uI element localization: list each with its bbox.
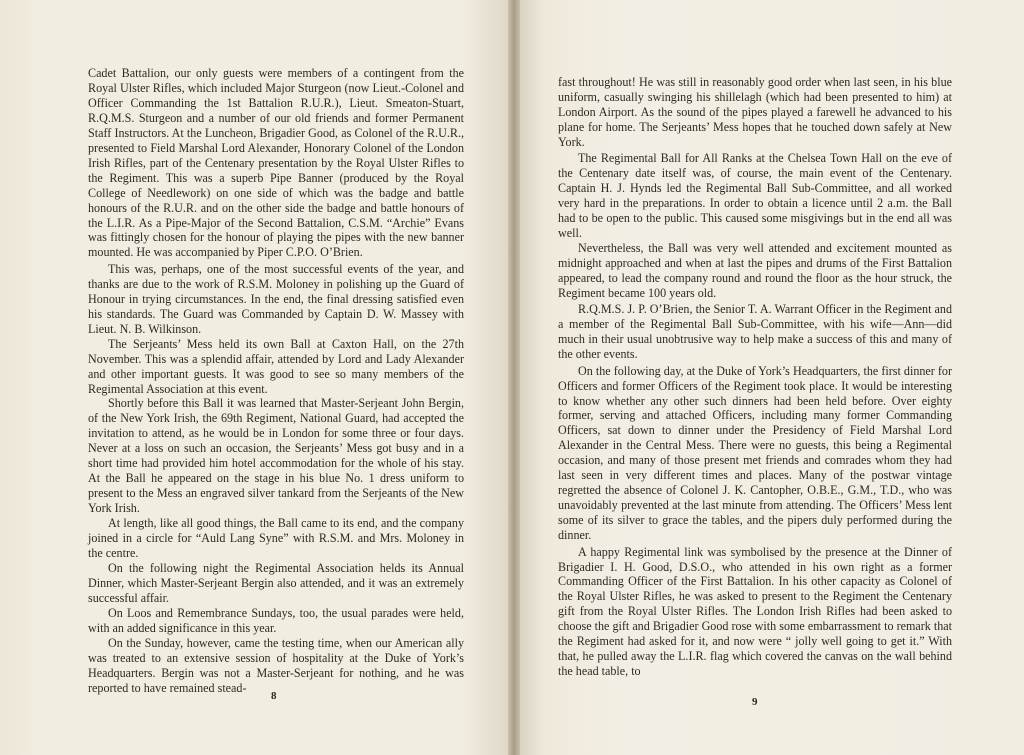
paragraph: The Serjeants’ Mess held its own Ball at Caxton Hall, on the 27th November. This was a splendid affair, attended by Lord and Lady Alexander and other important guests. It was good to see so many members of the Regimental Association at this event.	[88, 336, 464, 396]
paragraph: A happy Regimental link was symbolised by the presence at the Dinner of Brigadier I. H. Good, D.S.O., who attended in his own right as a former Commanding Officer of the First Battalion. In his other capacity as Colonel of the Royal Ulster Rifles, he was asked to present to the Regiment the Centenary gift from the Royal Ulster Rifles. The London Irish Rifles had been asked to choose the gift and Brigadier Good rose with some embarrassment to remark that the Regiment had asked for it, and now were “ jolly well going to get it.” With that, he pulled away the L.I.R. flag which covered the canvas on the wall behind the head table, to	[558, 544, 952, 679]
paragraph: On the following night the Regimental Association helds its Annual Dinner, which Master-Serjeant Bergin also attended, and it was an extremely successful affair.	[88, 560, 464, 605]
paragraph: This was, perhaps, one of the most successful events of the year, and thanks are due to the work of R.S.M. Moloney in polishing up the Guard of Honour in trying circumstances. In the end, the final dressing satisfied even his standards. The Guard was Commanded by Captain D. W. Massey with Lieut. N. B. Wilkinson.	[88, 261, 464, 336]
right-page-text	[558, 75, 952, 679]
paragraph: R.Q.M.S. J. P. O’Brien, the Senior T. A. Warrant Officer in the Regiment and a member of the Regimental Ball Sub-Committee, with his wife—Ann—did much in their usual unobtrusive way to help make a success of this and many of the other events.	[558, 302, 952, 362]
right-page	[514, 0, 1024, 755]
paragraph: fast throughout! He was still in reasonably good order when last seen, in his blue uniform, casually swinging his shillelagh (which had been presented to him) at London Airport. As the sound of the pipes played a farewell he advanced to his plane for home. The Serjeants’ Mess hopes that he touched down safely at New York.	[558, 75, 952, 149]
book-gutter	[508, 0, 520, 755]
paragraph: Shortly before this Ball it was learned that Master-Serjeant John Bergin, of the New York Irish, the 69th Regiment, National Guard, had accepted the invitation to attend, as he would be in London for some three or four days. Never at a loss on such an occasion, the Serjeants’ Mess got busy and in a short time had provided him hotel accommodation for the whole of his stay. At the Ball he appeared on the stage in his blue No. 1 dress uniform to present to the Mess an engraved silver tankard from the Serjeants of the New York Irish.	[88, 396, 464, 516]
paragraph: At length, like all good things, the Ball came to its end, and the company joined in a circle for “Auld Lang Syne” with R.S.M. and Mrs. Moloney in the centre.	[88, 516, 464, 560]
paragraph: Nevertheless, the Ball was very well attended and excitement mounted as midnight approached and when at last the pipes and drums of the First Battalion appeared, to lead the company round and round the floor as the hour struck, the Regiment became 100 years old.	[558, 240, 952, 300]
paragraph: The Regimental Ball for All Ranks at the Chelsea Town Hall on the eve of the Centenary date itself was, of course, the main event of the Centenary. Captain H. J. Hynds led the Regimental Ball Sub-Committee, and all worked very hard in the preparations. In order to obtain a licence until 2 a.m. the Ball had to be open to the public. This caused some misgivings but in the end all was well.	[558, 151, 952, 241]
left-page-text	[88, 66, 464, 696]
paragraph: On Loos and Remembrance Sundays, too, the usual parades were held, with an added significance in this year.	[88, 605, 464, 635]
page-number-left: 8	[271, 690, 277, 702]
paragraph: On the following day, at the Duke of York’s Headquarters, the first dinner for Officers and former Officers of the Regiment took place. It would be interesting to know whether any other such dinners had been held before. Over eighty former, serving and attached Officers, including many former Commanding Officers, sat down to dinner under the Presidency of Field Marshal Lord Alexander in the Central Mess. There were no guests, this being a Regimental occasion, and many of those present met friends and comrades whom they had last seen in very different times and places. Many of the postwar vintage regretted the absence of Colonel J. K. Cantopher, O.B.E., G.M., T.D., who was unavoidably prevented at the last minute from attending. The Officers’ Mess lent some of its silver to grace the tables, and the pipers duly performed during the dinner.	[558, 363, 952, 543]
paragraph: On the Sunday, however, came the testing time, when our American ally was treated to an extensive session of hospitality at the Duke of York’s Headquarters. Bergin was not a Master-Serjeant for nothing, and he was reported to have remained stead-	[88, 635, 464, 695]
page-number-right: 9	[752, 696, 758, 708]
paragraph: Cadet Battalion, our only guests were members of a contingent from the Royal Ulster Rifles, which included Major Sturgeon (now Lieut.-Colonel and Officer Commanding the 1st Battalion R.U.R.), Lieut. Smeaton-Stuart, R.Q.M.S. Sturgeon and a number of our old friends and former Permanent Staff Instructors. At the Luncheon, Brigadier Good, as Colonel of the R.U.R., presented to Field Marshal Lord Alexander, Honorary Colonel of the London Irish Rifles, part of the Centenary presentation by the Royal Ulster Rifles to the Regiment. This was a superb Pipe Banner (produced by the Royal College of Needlework) on one side of which was the badge and battle honours of the R.U.R. and on the other side the badge and battle honours of the L.I.R. As a Pipe-Major of the Second Battalion, C.S.M. “Archie” Evans was fittingly chosen for the honour of playing the pipes with the new banner mounted. He was accompanied by Piper C.P.O. O’Brien.	[88, 66, 464, 260]
